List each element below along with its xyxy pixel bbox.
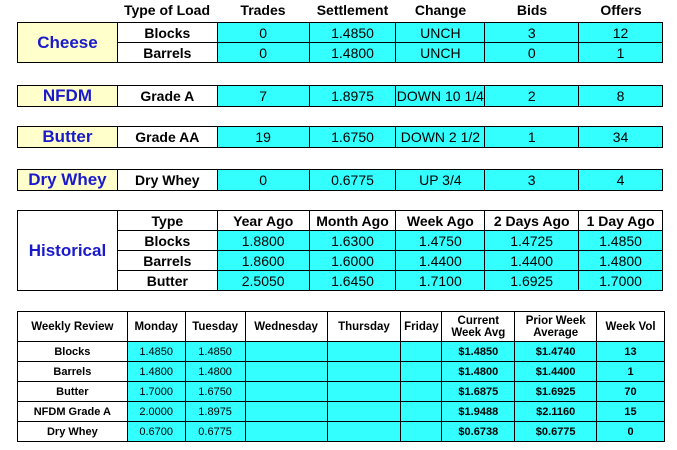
product-cell: NFDM Grade A: [18, 402, 128, 422]
value-cell: [401, 402, 442, 422]
change-cell: DOWN 2 1/2: [396, 127, 485, 148]
product-cell: Butter: [18, 382, 128, 402]
value-cell: 1.6450: [309, 271, 396, 291]
header-type-of-load: Type of Load: [123, 2, 211, 18]
value-cell: $1.9488: [442, 402, 515, 422]
value-cell: [245, 382, 327, 402]
header-offers: Offers: [600, 2, 642, 18]
change-cell: DOWN 10 1/4: [396, 86, 485, 107]
column-header: Week Ago: [396, 211, 485, 231]
value-cell: [401, 362, 442, 382]
dry-whey-table: [17, 169, 663, 191]
nfdm-table: [17, 85, 663, 107]
value-cell: $0.6775: [515, 422, 597, 442]
product-cell: Blocks: [18, 342, 128, 362]
type-cell: Butter: [117, 271, 217, 291]
value-cell: 1.6750: [185, 382, 245, 402]
cheese-row-blocks: [18, 23, 663, 43]
column-header: 1 Day Ago: [579, 211, 663, 231]
value-cell: [327, 342, 401, 362]
dry-whey-row: [18, 170, 663, 191]
offers-cell: 34: [579, 127, 663, 148]
butter-row: [18, 127, 663, 148]
trades-cell: 0: [217, 43, 309, 63]
settlement-cell: 1.4850: [309, 23, 396, 43]
header-bids: Bids: [516, 2, 548, 18]
value-cell: 1.6000: [309, 251, 396, 271]
offers-cell: 8: [579, 86, 663, 107]
offers-cell: 1: [579, 43, 663, 63]
weekly-header-row: [18, 312, 665, 342]
type-cell: Blocks: [117, 23, 217, 43]
butter-table: [17, 126, 663, 148]
column-header: Prior Week Average: [515, 312, 597, 342]
value-cell: 2.5050: [217, 271, 309, 291]
value-cell: [401, 342, 442, 362]
header-trades: Trades: [240, 2, 286, 18]
value-cell: [401, 422, 442, 442]
bids-cell: 2: [485, 86, 579, 107]
value-cell: 1.7000: [127, 382, 185, 402]
historical-table: [17, 210, 663, 291]
column-header: Tuesday: [185, 312, 245, 342]
value-cell: $1.6925: [515, 382, 597, 402]
column-header: Current Week Avg: [442, 312, 515, 342]
change-cell: UNCH: [396, 43, 485, 63]
product-cell: Barrels: [18, 362, 128, 382]
value-cell: 1.6300: [309, 231, 396, 251]
cheese-table: [17, 22, 663, 63]
weekly-row-nfdm-grade-a: [18, 402, 665, 422]
value-cell: $1.4800: [442, 362, 515, 382]
trades-cell: 0: [217, 23, 309, 43]
value-cell: 15: [597, 402, 665, 422]
value-cell: $2.1160: [515, 402, 597, 422]
value-cell: 1.4750: [396, 231, 485, 251]
offers-cell: 12: [579, 23, 663, 43]
bids-cell: 0: [485, 43, 579, 63]
trades-cell: 7: [217, 86, 309, 107]
value-cell: 1.4850: [127, 342, 185, 362]
value-cell: $1.4850: [442, 342, 515, 362]
cheese-label: Cheese: [18, 23, 118, 63]
settlement-cell: 0.6775: [309, 170, 396, 191]
type-cell: Dry Whey: [117, 170, 217, 191]
bids-cell: 3: [485, 170, 579, 191]
value-cell: 1.8975: [185, 402, 245, 422]
value-cell: 1.7100: [396, 271, 485, 291]
column-header: Monday: [127, 312, 185, 342]
trades-cell: 19: [217, 127, 309, 148]
value-cell: 0.6775: [185, 422, 245, 442]
column-header: Year Ago: [217, 211, 309, 231]
value-cell: 1.7000: [579, 271, 663, 291]
change-cell: UNCH: [396, 23, 485, 43]
value-cell: [327, 362, 401, 382]
value-cell: 1.8800: [217, 231, 309, 251]
value-cell: 1.4850: [579, 231, 663, 251]
weekly-row-butter: [18, 382, 665, 402]
value-cell: 0.6700: [127, 422, 185, 442]
column-header: Thursday: [327, 312, 401, 342]
settlement-cell: 1.8975: [309, 86, 396, 107]
settlement-cell: 1.6750: [309, 127, 396, 148]
product-cell: Dry Whey: [18, 422, 128, 442]
value-cell: 1.4850: [185, 342, 245, 362]
value-cell: $1.4400: [515, 362, 597, 382]
weekly-row-barrels: [18, 362, 665, 382]
value-cell: 1: [597, 362, 665, 382]
weekly-row-blocks: [18, 342, 665, 362]
value-cell: $0.6738: [442, 422, 515, 442]
value-cell: [245, 422, 327, 442]
value-cell: 1.6925: [485, 271, 579, 291]
value-cell: 1.4800: [185, 362, 245, 382]
value-cell: 1.4800: [579, 251, 663, 271]
offers-cell: 4: [579, 170, 663, 191]
column-header: Week Vol: [597, 312, 665, 342]
value-cell: [327, 382, 401, 402]
settlement-cell: 1.4800: [309, 43, 396, 63]
value-cell: $1.4740: [515, 342, 597, 362]
nfdm-label: NFDM: [18, 86, 118, 107]
change-cell: UP 3/4: [396, 170, 485, 191]
column-header: 2 Days Ago: [485, 211, 579, 231]
type-cell: Grade A: [117, 86, 217, 107]
value-cell: 0: [597, 422, 665, 442]
trades-cell: 0: [217, 170, 309, 191]
column-header: Friday: [401, 312, 442, 342]
value-cell: [245, 402, 327, 422]
value-cell: 70: [597, 382, 665, 402]
column-header: Wednesday: [245, 312, 327, 342]
type-cell: Blocks: [117, 231, 217, 251]
historical-label: Historical: [18, 211, 118, 291]
type-cell: Barrels: [117, 43, 217, 63]
value-cell: 1.4400: [485, 251, 579, 271]
type-cell: Barrels: [117, 251, 217, 271]
value-cell: $1.6875: [442, 382, 515, 402]
value-cell: [245, 362, 327, 382]
value-cell: [401, 382, 442, 402]
value-cell: [327, 402, 401, 422]
type-cell: Grade AA: [117, 127, 217, 148]
value-cell: 13: [597, 342, 665, 362]
butter-label: Butter: [18, 127, 118, 148]
nfdm-row: [18, 86, 663, 107]
header-settlement: Settlement: [316, 2, 389, 18]
column-header: Type: [117, 211, 217, 231]
value-cell: 1.4725: [485, 231, 579, 251]
column-header: Weekly Review: [18, 312, 128, 342]
value-cell: 1.4400: [396, 251, 485, 271]
value-cell: [327, 422, 401, 442]
historical-header-row: [18, 211, 663, 231]
bids-cell: 3: [485, 23, 579, 43]
value-cell: [245, 342, 327, 362]
value-cell: 1.4800: [127, 362, 185, 382]
weekly-review-table: [17, 311, 665, 442]
value-cell: 2.0000: [127, 402, 185, 422]
bids-cell: 1: [485, 127, 579, 148]
weekly-row-dry-whey: [18, 422, 665, 442]
column-header: Month Ago: [309, 211, 396, 231]
dry-whey-label: Dry Whey: [18, 170, 118, 191]
value-cell: 1.8600: [217, 251, 309, 271]
header-change: Change: [414, 2, 467, 18]
